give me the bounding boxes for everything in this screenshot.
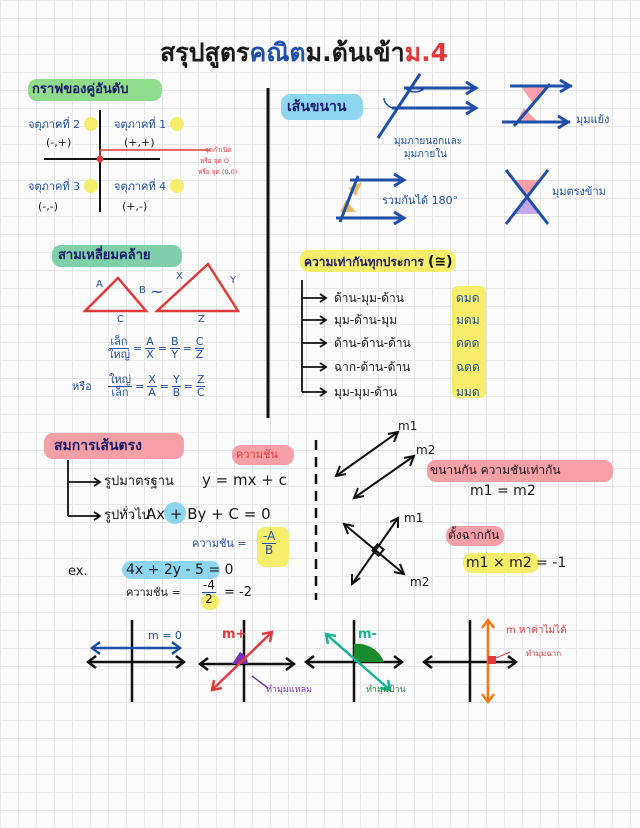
q4-sign: (+,-): [122, 200, 148, 213]
line-eq-tree: [68, 460, 100, 520]
q4-label: จตุภาคที่ 4: [114, 180, 167, 193]
slope-undefined-label: m หาค่าไม่ได้: [506, 625, 567, 636]
congruence-heading: [304, 255, 452, 269]
ratio-2-f1: $\frac{X}{A}$: [148, 373, 156, 399]
origin-dot: [97, 156, 104, 163]
perp-eq: m1 × m2 = -1: [466, 555, 567, 571]
origin-note-3: หรือ จุด (0,0): [198, 168, 238, 176]
congruence-abbr: ดมด: [456, 291, 480, 305]
slope-positive-label: m+: [222, 627, 247, 642]
ratio-2-left: ใหญ่ เล็ก: [109, 373, 131, 399]
similar-ratio-row-1: เล็ก ใหญ่ = $\frac{A}{X}$ = $\frac{B}{Y}$ = $\frac{C}{Z}$: [108, 335, 204, 361]
label-y: Y: [230, 275, 237, 286]
parallel-note-1a: มุมภายนอกและ: [394, 136, 463, 147]
parallel-note-4: มุมตรงข้าม: [552, 185, 606, 198]
congruence-tree: [302, 280, 326, 396]
large-triangle: [157, 264, 238, 311]
congruence-row: ด้าน-มุม-ด้าน: [334, 291, 404, 305]
example-eq: 4x + 2y - 5 = 0: [126, 562, 234, 578]
general-form-eq: Ax + By + C = 0: [146, 505, 271, 523]
q1-label: จตุภาคที่ 1: [114, 118, 167, 131]
ratio-2-f2: $\frac{Y}{B}$: [172, 373, 181, 399]
origin-note-1: จุดกำเนิด: [205, 146, 232, 154]
label-a: A: [96, 279, 103, 290]
ratio-2-f3: $\frac{Z}{C}$: [196, 373, 205, 399]
q2-label: จตุภาคที่ 2: [28, 118, 81, 131]
m1-parallel: m1: [398, 419, 418, 433]
title-part-2: คณิต: [249, 38, 306, 67]
congruence-abbr: ดดด: [456, 336, 480, 350]
parallel-figure-4: [506, 170, 548, 224]
q3-label: จตุภาคที่ 3: [28, 180, 81, 193]
graph-heading: กราฟของคู่อันดับ: [32, 82, 129, 97]
slope-positive-note: ทำมุมแหลม: [266, 685, 313, 695]
standard-form-eq: y = mx + c: [202, 471, 287, 489]
parallel-eq: m1 = m2: [470, 483, 536, 499]
tilde: ~: [150, 282, 164, 301]
congruence-row: ฉาก-ด้าน-ด้าน: [334, 360, 411, 374]
slope-negative-note: ทำมุมป้าน: [366, 685, 406, 695]
general-slope-frac: -A B: [263, 529, 276, 557]
perpendicular-lines-diagram: [344, 518, 404, 584]
congruence-row: ด้าน-ด้าน-ด้าน: [334, 336, 411, 350]
parallel-lines-diagram: [336, 432, 414, 498]
or-label: หรือ: [72, 380, 92, 393]
slope-zero-label: m = 0: [148, 629, 182, 642]
general-slope-label: ความชัน =: [192, 537, 247, 550]
example-slope-frac: -4 2: [203, 578, 215, 606]
example-result: = -2: [224, 585, 252, 600]
general-form-label: รูปทั่วไป: [104, 508, 150, 523]
label-x: X: [176, 271, 183, 282]
slope-label: ความชัน: [236, 448, 278, 461]
congruence-row: มุม-มุม-ด้าน: [334, 385, 398, 399]
similar-heading: สามเหลี่ยมคล้าย: [58, 248, 151, 263]
parallel-figure-1: [378, 74, 476, 138]
label-z: Z: [198, 314, 205, 325]
parallel-note-3: รวมกันได้ 180°: [382, 194, 459, 207]
parallel-text: ขนานกัน ความชันเท่ากัน: [430, 463, 561, 477]
standard-form-label: รูปมาตรฐาน: [104, 474, 174, 489]
congruence-abbr: มมด: [456, 385, 480, 399]
m2-parallel: m2: [416, 443, 436, 457]
parallel-note-2: มุมแย้ง: [576, 113, 610, 126]
label-c: C: [117, 314, 124, 325]
title-part-4: ม.4: [404, 38, 448, 67]
title-part-3: ม.ต้นเข้า: [305, 38, 405, 67]
parallel-heading: เส้นขนาน: [287, 99, 347, 115]
congruence-title: ความเท่ากันทุกประการ: [304, 255, 424, 269]
ratio-1-f3: $\frac{C}{Z}$: [195, 335, 204, 361]
congruence-abbr: ฉดด: [456, 360, 480, 374]
m1-perp: m1: [404, 511, 424, 525]
parallel-note-1b: มุมภายใน: [404, 149, 447, 160]
q1-sign: (+,+): [124, 136, 155, 149]
small-triangle: [85, 278, 146, 311]
ratio-1-left: เล็ก ใหญ่: [108, 335, 130, 361]
congruence-abbr: มดม: [456, 313, 480, 327]
m2-perp: m2: [410, 575, 430, 589]
example-slope-label: ความชัน =: [126, 586, 181, 599]
slope-negative-label: m-: [358, 627, 377, 642]
origin-note-2: หรือ จุด O: [200, 157, 229, 165]
ratio-1-f2: $\frac{B}{Y}$: [170, 335, 179, 361]
ratio-1-f1: $\frac{A}{X}$: [146, 335, 154, 361]
congruence-row: มุม-ด้าน-มุม: [334, 313, 398, 327]
line-eq-heading: สมการเส้นตรง: [54, 438, 142, 454]
q3-sign: (-,-): [38, 200, 59, 213]
parallel-figure-2: [502, 80, 572, 128]
label-b: B: [139, 285, 146, 296]
q2-sign: (-,+): [46, 136, 72, 149]
example-label: ex.: [68, 564, 88, 579]
congruence-symbol: (≅): [427, 254, 453, 270]
title-part-1: สรุปสูตร: [160, 38, 250, 67]
slope-undefined-note: ทำมุมฉาก: [526, 649, 562, 658]
perp-text: ตั้งฉากกัน: [448, 528, 500, 542]
similar-ratio-row-2: ใหญ่ เล็ก = $\frac{X}{A}$ = $\frac{Y}{B}$ = $\frac{Z}{C}$: [109, 373, 205, 399]
